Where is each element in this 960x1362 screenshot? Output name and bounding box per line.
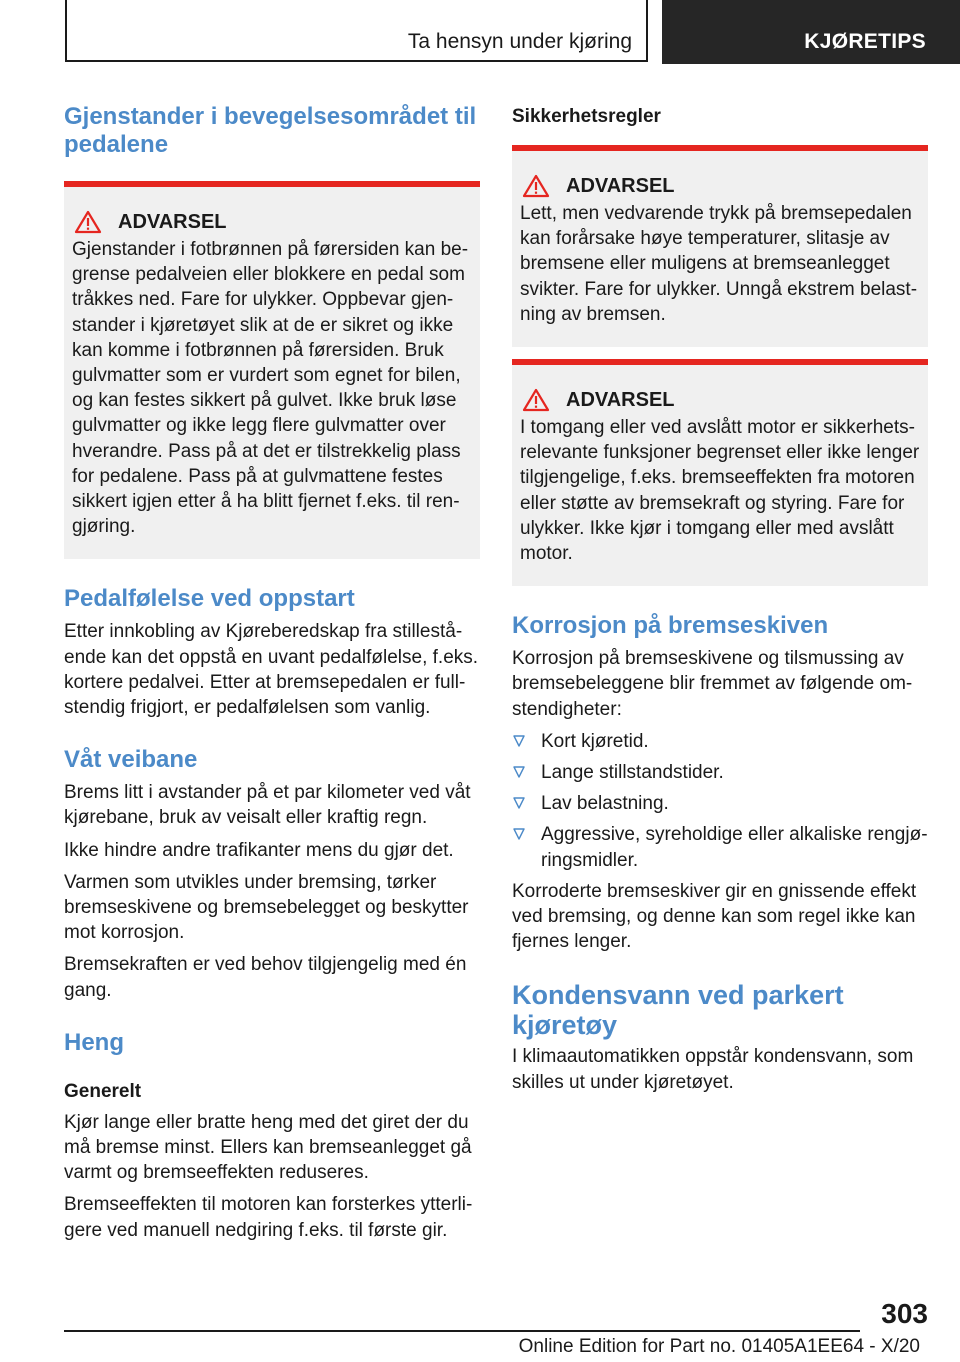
warning-triangle-icon: [74, 210, 102, 234]
paragraph-condensation: I klimaautomatikken oppstår kondensvann, som skilles ut under kjøretøyet.: [512, 1046, 914, 1093]
paragraph-corroded-discs: Korroderte bremseskiver gir en gnissende effekt ved bremsing, og denne kan som regel ikke kan fjernes lenger.: [512, 880, 917, 953]
warning-box-idle: [512, 359, 928, 586]
chapter-title: KJØRETIPS: [804, 30, 926, 53]
paragraph-hills-2: Bremseeffekten til motoren kan forsterkes ytterligere ved manuell nedgiring f.eks. til første gir.: [64, 1194, 473, 1241]
warning-triangle-icon: [522, 174, 550, 198]
right-column: [512, 100, 928, 1095]
paragraph-corrosion: Korrosjon på bremseskivene og tilsmussing av bremsebeleggene blir fremmet av følgende omstendigheter:: [512, 648, 913, 720]
heading-condensation: Kondensvann ved parkert kjøretøy: [512, 980, 844, 1041]
section-tab: [65, 0, 648, 62]
page-number: 303: [881, 1298, 928, 1329]
edition-text: Online Edition for Part no. 01405A1EE64 - X/20: [518, 1336, 920, 1357]
triangle-bullet-icon: [513, 766, 525, 778]
paragraph-wet-road-3: Varmen som utvikles under bremsing, tørker bremseskivene og bremsebelegget og beskytter mot korrosjon.: [64, 871, 469, 944]
paragraph-hills-1: Kjør lange eller bratte heng med det giret der du må bremse minst. Ellers kan bremseanlegget gå varmt og bremseeffekten reduseres.: [64, 1111, 472, 1184]
heading-hills: Heng: [64, 1028, 124, 1056]
left-column: [64, 100, 480, 1243]
warning-text: Lett, men vedvarende trykk på bremsepedalen kan forårsake høye temperaturer, slitasje av bremsene eller muligens at bremseanlegget svikter. Fare for ulykker. Unngå ekstrem belastning av bremsen.: [520, 203, 918, 325]
heading-pedal-feel: Pedalfølelse ved oppstart: [64, 585, 355, 613]
warning-text: Gjenstander i fotbrønnen på førersiden kan begrense pedalveien eller blokkere en pedal som tråkkes ned. Fare for ulykker. Oppbevar gjenstander i kjøretøyet slik at de er sikret og ikke kan komme i fotbrønnen på førersiden. Bruk gulvmatter som er vurdert som egnet for bilen, og kan festes sikkert på gulvet. Ikke bruk løse gulvmatter og ikke legg flere gulvmatter over hverandre. Pass på at det er tilstrekkelig plass for pedalene. Pass på at gulvmattene festes sikkert igjen etter å ha blitt fjernet f.eks. til rengjøring.: [72, 239, 469, 538]
warning-box-pedal-objects: [64, 181, 480, 559]
chapter-tab: [662, 0, 960, 64]
list-item: Kort kjøretid.: [512, 729, 928, 754]
warning-text: I tomgang eller ved avslått motor er sikkerhetsrelevante funksjoner begrenset eller ikke lenger tilgjengelige, f.eks. bremseeffekten fra motoren eller støtte av bremsekraft og styring. Fare for ulykker. Ikke kjør i tomgang eller med avslått motor.: [520, 417, 920, 565]
page-header: [65, 0, 960, 64]
section-title: Ta hensyn under kjøring: [407, 30, 632, 53]
heading-wet-road: Våt veibane: [64, 746, 198, 774]
footer-edition: [519, 1336, 920, 1358]
corrosion-conditions-list: [512, 729, 928, 873]
triangle-bullet-icon: [513, 797, 525, 809]
triangle-bullet-icon: [513, 735, 525, 747]
list-item: Lange stillstandstider.: [512, 760, 928, 785]
heading-brake-corrosion: Korrosjon på bremseskiven: [512, 612, 829, 640]
paragraph-pedal-feel: Etter innkobling av Kjøreberedskap fra stillestående kan det oppstå en uvant pedalfølelse, f.eks. kortere pedalvei. Etter at bremsepedalen er fullstendig frigjort, er pedalfølelsen som vanlig.: [64, 621, 479, 719]
list-item: Lav belastning.: [512, 791, 928, 816]
subheading-general: Generelt: [64, 1080, 142, 1102]
footer-divider: [64, 1330, 860, 1332]
warning-triangle-icon: [522, 388, 550, 412]
subheading-safety-rules: Sikkerhetsregler: [512, 106, 661, 127]
heading-pedal-objects: Gjenstander i bevegelsesområdet til pedalene: [64, 103, 477, 158]
warning-title: ADVARSEL: [566, 174, 675, 197]
list-item: Aggressive, syreholdige eller alkaliske rengjøringsmidler.: [512, 822, 928, 872]
paragraph-wet-road-1: Brems litt i avstander på et par kilometer ved våt kjørebane, bruk av veisalt eller kraftig regn.: [64, 782, 471, 829]
warning-title: ADVARSEL: [566, 388, 675, 411]
paragraph-wet-road-4: Bremsekraften er ved behov tilgjengelig med én gang.: [64, 954, 467, 1001]
paragraph-wet-road-2: Ikke hindre andre trafikanter mens du gjør det.: [64, 839, 454, 861]
triangle-bullet-icon: [513, 828, 525, 840]
warning-box-brake-pressure: [512, 145, 928, 347]
warning-title: ADVARSEL: [118, 210, 227, 233]
